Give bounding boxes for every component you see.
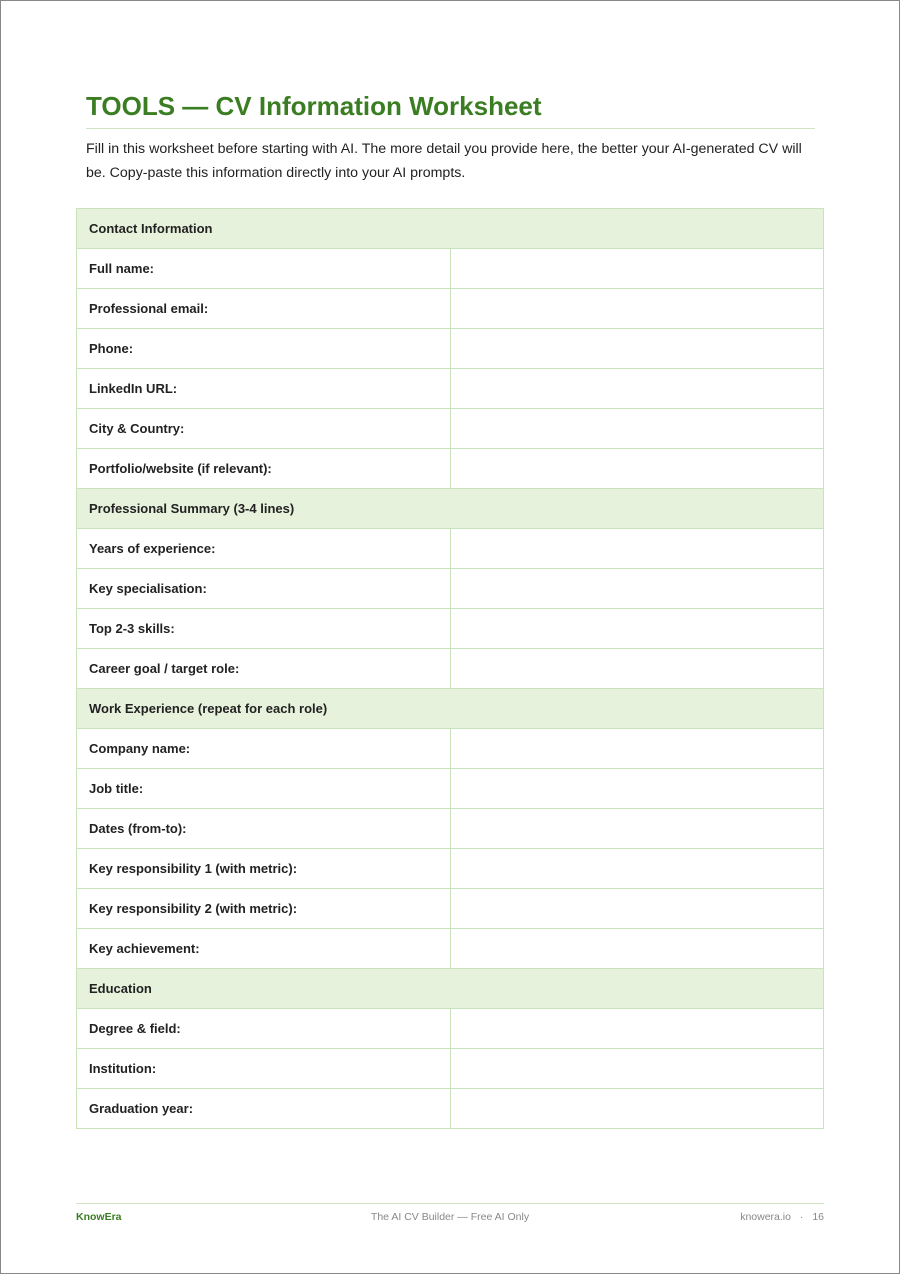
- field-input-cell[interactable]: [450, 649, 824, 689]
- field-input-cell[interactable]: [450, 1009, 824, 1049]
- field-label: Portfolio/website (if relevant):: [77, 449, 451, 489]
- field-label: Degree & field:: [77, 1009, 451, 1049]
- field-label: Key achievement:: [77, 929, 451, 969]
- field-label: Key responsibility 2 (with metric):: [77, 889, 451, 929]
- field-input-cell[interactable]: [450, 449, 824, 489]
- field-row: [77, 569, 824, 609]
- field-label: Job title:: [77, 769, 451, 809]
- field-label: Graduation year:: [77, 1089, 451, 1129]
- field-row: [77, 529, 824, 569]
- field-input-cell[interactable]: [450, 409, 824, 449]
- section-heading: Work Experience (repeat for each role): [77, 689, 824, 729]
- footer-page-number: 16: [812, 1211, 824, 1223]
- footer-site: knowera.io: [740, 1211, 791, 1223]
- field-input-cell[interactable]: [450, 769, 824, 809]
- field-input-cell[interactable]: [450, 1049, 824, 1089]
- field-row: [77, 809, 824, 849]
- field-row: [77, 249, 824, 289]
- field-row: [77, 729, 824, 769]
- page-title: TOOLS — CV Information Worksheet: [86, 91, 542, 121]
- field-row: [77, 1009, 824, 1049]
- field-label: City & Country:: [77, 409, 451, 449]
- field-label: Key responsibility 1 (with metric):: [77, 849, 451, 889]
- field-input-cell[interactable]: [450, 569, 824, 609]
- field-row: [77, 769, 824, 809]
- field-row: [77, 1049, 824, 1089]
- footer-document-title: The AI CV Builder — Free AI Only: [370, 1211, 530, 1223]
- footer-separator: ·: [799, 1211, 804, 1223]
- field-row: [77, 449, 824, 489]
- field-row: [77, 369, 824, 409]
- field-row: [77, 849, 824, 889]
- field-input-cell[interactable]: [450, 889, 824, 929]
- section-header-row: [77, 209, 824, 249]
- field-row: [77, 329, 824, 369]
- worksheet-table: [76, 208, 824, 1129]
- field-input-cell[interactable]: [450, 529, 824, 569]
- footer-page-info: [740, 1211, 824, 1223]
- footer-brand: KnowEra: [76, 1211, 122, 1223]
- field-input-cell[interactable]: [450, 369, 824, 409]
- field-label: Professional email:: [77, 289, 451, 329]
- field-label: Years of experience:: [77, 529, 451, 569]
- field-label: Full name:: [77, 249, 451, 289]
- field-input-cell[interactable]: [450, 249, 824, 289]
- field-row: [77, 929, 824, 969]
- field-row: [77, 649, 824, 689]
- intro-text: Fill in this worksheet before starting with AI. The more detail you provide here, the better your AI-generated CV will be. Copy-paste this information directly into your AI prompts.: [86, 141, 802, 181]
- section-heading: Education: [77, 969, 824, 1009]
- field-input-cell[interactable]: [450, 329, 824, 369]
- field-label: Company name:: [77, 729, 451, 769]
- field-input-cell[interactable]: [450, 809, 824, 849]
- section-heading: Contact Information: [77, 209, 824, 249]
- title-divider: [86, 128, 815, 129]
- field-label: Dates (from-to):: [77, 809, 451, 849]
- section-header-row: [77, 689, 824, 729]
- section-heading: Professional Summary (3-4 lines): [77, 489, 824, 529]
- field-row: [77, 409, 824, 449]
- field-label: Career goal / target role:: [77, 649, 451, 689]
- field-input-cell[interactable]: [450, 849, 824, 889]
- field-row: [77, 289, 824, 329]
- field-label: LinkedIn URL:: [77, 369, 451, 409]
- field-row: [77, 609, 824, 649]
- field-input-cell[interactable]: [450, 289, 824, 329]
- section-header-row: [77, 969, 824, 1009]
- field-label: Key specialisation:: [77, 569, 451, 609]
- field-input-cell[interactable]: [450, 609, 824, 649]
- section-header-row: [77, 489, 824, 529]
- field-input-cell[interactable]: [450, 1089, 824, 1129]
- field-input-cell[interactable]: [450, 929, 824, 969]
- field-label: Institution:: [77, 1049, 451, 1089]
- field-label: Phone:: [77, 329, 451, 369]
- field-label: Top 2-3 skills:: [77, 609, 451, 649]
- footer-divider: [76, 1203, 824, 1204]
- field-row: [77, 889, 824, 929]
- field-row: [77, 1089, 824, 1129]
- field-input-cell[interactable]: [450, 729, 824, 769]
